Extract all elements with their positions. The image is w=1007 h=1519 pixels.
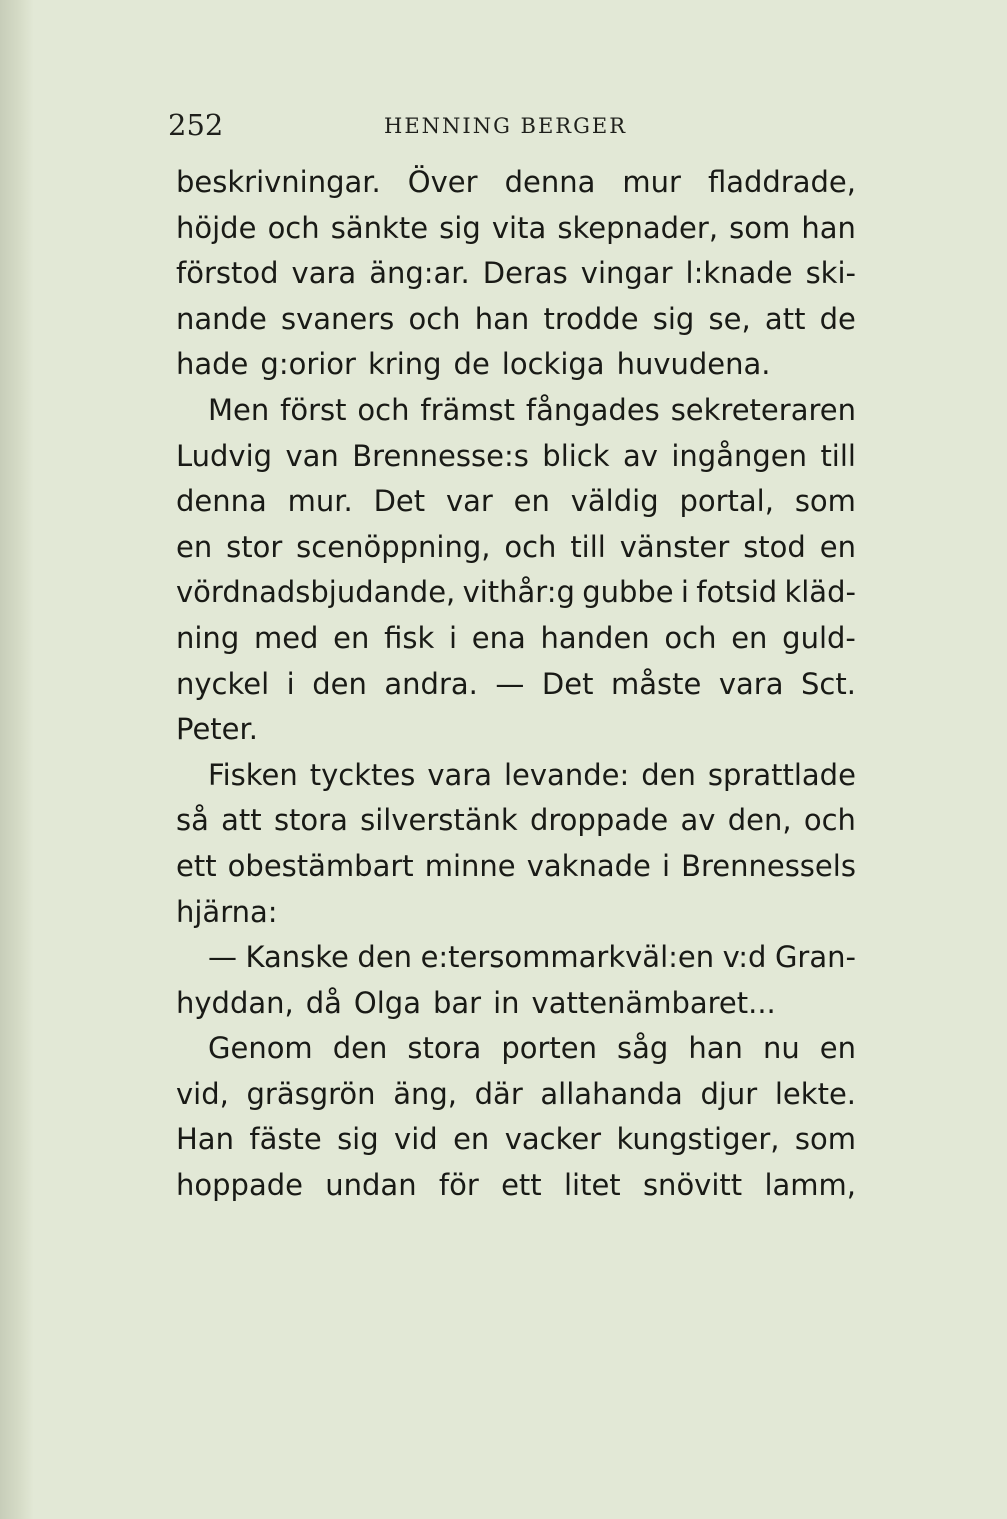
text-line — [176, 479, 856, 525]
word: de — [819, 301, 856, 336]
text-line — [176, 525, 856, 571]
word: för — [438, 1168, 479, 1203]
word: vaknade — [526, 848, 651, 883]
word: vänster — [619, 529, 730, 564]
word: i — [286, 666, 295, 701]
text-line — [176, 616, 856, 662]
word: som — [729, 210, 791, 245]
word: undan — [325, 1168, 417, 1203]
body-text — [176, 160, 856, 1209]
word: att — [221, 803, 262, 838]
word: han — [688, 1031, 743, 1066]
word: — — [208, 940, 237, 975]
word: Ludvig — [176, 438, 273, 473]
text-line — [176, 890, 856, 936]
word: gubbe — [582, 575, 674, 610]
word: lekte. — [774, 1076, 856, 1111]
word: så — [176, 803, 209, 838]
word: först — [280, 392, 347, 427]
spine-shadow — [0, 0, 34, 1519]
word: sig — [652, 301, 695, 336]
word: kungstiger, — [616, 1122, 780, 1157]
word: Över — [407, 165, 478, 199]
word: Peter. — [176, 712, 258, 747]
word: scenöppning, — [296, 529, 491, 564]
text-line — [176, 388, 856, 434]
word: hyddan, — [176, 985, 294, 1020]
word: och — [664, 620, 717, 655]
word: Kanske — [245, 940, 349, 975]
word: förstod — [176, 256, 279, 291]
word: Men — [208, 392, 270, 427]
word: se, — [708, 301, 751, 336]
word: kläd- — [784, 575, 856, 610]
word: ett — [176, 848, 217, 883]
word: g:orior — [260, 347, 356, 382]
text-line — [176, 206, 856, 252]
word: Det — [541, 666, 594, 701]
word: Olga — [353, 985, 421, 1020]
word: i — [449, 620, 458, 655]
word: stora — [407, 1031, 482, 1066]
word: svaners — [280, 301, 395, 336]
word: en — [513, 484, 550, 519]
word: var — [445, 484, 493, 519]
word: e:tersommarkväl:en — [420, 940, 715, 975]
word: obestämbart — [227, 848, 414, 883]
word: sekreteraren — [670, 392, 856, 427]
text-line — [176, 342, 856, 388]
word: vattenämbaret... — [531, 985, 776, 1020]
word: Brennessels — [681, 848, 856, 883]
text-line — [176, 798, 856, 844]
text-line — [176, 1026, 856, 1072]
word: snövitt — [642, 1168, 743, 1203]
word: tycktes — [309, 757, 416, 792]
word: den — [312, 666, 367, 701]
word: i — [661, 848, 670, 883]
word: som — [794, 1122, 856, 1157]
word: äng, — [393, 1076, 457, 1111]
text-line — [176, 753, 856, 799]
word: litet — [563, 1168, 621, 1203]
word: huvudena. — [616, 347, 771, 382]
word: andra. — [384, 666, 478, 701]
word: l:knade — [685, 256, 793, 291]
word: vita — [491, 210, 547, 245]
word: porten — [501, 1031, 598, 1066]
page-header — [168, 108, 638, 144]
word: skepnader, — [557, 210, 719, 245]
word: sig — [337, 1122, 379, 1157]
word: och — [803, 803, 856, 838]
text-line — [176, 570, 856, 616]
word: nande — [176, 301, 267, 336]
word: stora — [273, 803, 348, 838]
word: till — [820, 438, 856, 473]
word: de — [453, 347, 490, 382]
word: en — [819, 1031, 856, 1066]
word: allahanda — [540, 1076, 683, 1111]
word: stod — [743, 529, 806, 564]
word: v:d — [722, 940, 767, 975]
word: ingången — [671, 438, 807, 473]
word: blick — [542, 438, 610, 473]
word: höjde — [176, 210, 257, 245]
word: silverstänk — [360, 803, 518, 838]
word: Gran- — [774, 940, 856, 975]
word: han — [801, 210, 856, 245]
word: portal, — [679, 484, 774, 519]
word: mur. — [287, 484, 353, 519]
word: vara — [291, 256, 357, 291]
word: hjärna: — [176, 894, 278, 929]
word: vacker — [504, 1122, 602, 1157]
word: han — [474, 301, 530, 336]
word: en — [731, 620, 768, 655]
word: och — [408, 301, 461, 336]
text-line — [176, 844, 856, 890]
word: Det — [373, 484, 426, 519]
text-line — [176, 1163, 856, 1209]
text-line — [176, 981, 856, 1027]
word: handen — [540, 620, 650, 655]
word: Deras — [482, 256, 568, 291]
word: vara — [718, 666, 784, 701]
running-head: HENNING BERGER — [384, 114, 628, 138]
word: som — [794, 484, 856, 519]
word: fladdrade, — [707, 165, 856, 199]
word: lamm, — [764, 1168, 856, 1203]
word: Sct. — [801, 666, 856, 701]
word: en — [333, 620, 370, 655]
word: ning — [176, 620, 240, 655]
word: fångades — [525, 392, 660, 427]
word: av — [680, 803, 716, 838]
text-line — [176, 707, 856, 753]
word: ena — [471, 620, 526, 655]
word: minne — [424, 848, 516, 883]
word: en — [176, 529, 213, 564]
word: stor — [226, 529, 283, 564]
word: fotsid — [696, 575, 778, 610]
word: främst — [420, 392, 515, 427]
text-line — [176, 1072, 856, 1118]
page-number: 252 — [168, 108, 224, 142]
word: hade — [176, 347, 249, 382]
word: sprattlade — [707, 757, 856, 792]
word: med — [253, 620, 319, 655]
word: en — [453, 1122, 490, 1157]
word: nyckel — [176, 666, 270, 701]
word: till — [570, 529, 606, 564]
word: Brennesse:s — [352, 438, 529, 473]
word: droppade — [529, 803, 669, 838]
text-line — [176, 160, 856, 206]
word: bar — [432, 985, 482, 1020]
word: van — [285, 438, 339, 473]
word: fäste — [249, 1122, 322, 1157]
word: Fisken — [208, 757, 298, 792]
word: där — [474, 1076, 523, 1111]
word: en — [819, 529, 856, 564]
word: av — [622, 438, 658, 473]
word: vid, — [176, 1076, 229, 1111]
word: trodde — [543, 301, 639, 336]
word: att — [764, 301, 806, 336]
word: äng:ar. — [369, 256, 470, 291]
word: guld- — [782, 620, 856, 655]
word: vithår:g — [462, 575, 575, 610]
word: fisk — [384, 620, 435, 655]
word: vingar — [580, 256, 673, 291]
word: den — [332, 1031, 388, 1066]
word: i — [680, 575, 689, 610]
word: Han — [176, 1122, 234, 1157]
text-line — [176, 251, 856, 297]
word: och — [267, 210, 320, 245]
word: vara — [427, 757, 492, 792]
word: måste — [610, 666, 702, 701]
word: sänkte — [330, 210, 429, 245]
word: väldig — [570, 484, 659, 519]
text-line — [176, 434, 856, 480]
word: in — [493, 985, 520, 1020]
word: gräsgrön — [246, 1076, 376, 1111]
word: vid — [394, 1122, 438, 1157]
text-line — [176, 662, 856, 708]
word: kring — [367, 347, 442, 382]
word: hoppade — [176, 1168, 303, 1203]
text-line — [176, 935, 856, 981]
word: denna — [504, 165, 596, 199]
word: sig — [439, 210, 481, 245]
word: ski- — [805, 256, 856, 291]
word: då — [305, 985, 342, 1020]
word: och — [357, 392, 410, 427]
word: — — [495, 666, 525, 701]
word: ett — [501, 1168, 542, 1203]
word: mur — [622, 165, 681, 199]
word: den — [357, 940, 413, 975]
word: såg — [617, 1031, 669, 1066]
word: Genom — [208, 1031, 313, 1066]
word: nu — [762, 1031, 800, 1066]
word: djur — [700, 1076, 758, 1111]
word: lockiga — [501, 347, 605, 382]
word: levande: — [504, 757, 630, 792]
word: och — [504, 529, 557, 564]
word: den — [641, 757, 696, 792]
text-line — [176, 297, 856, 343]
word: beskrivningar. — [176, 165, 381, 199]
text-line — [176, 1117, 856, 1163]
word: vördnadsbjudande, — [176, 575, 456, 610]
word: den, — [727, 803, 792, 838]
word: denna — [176, 484, 267, 519]
